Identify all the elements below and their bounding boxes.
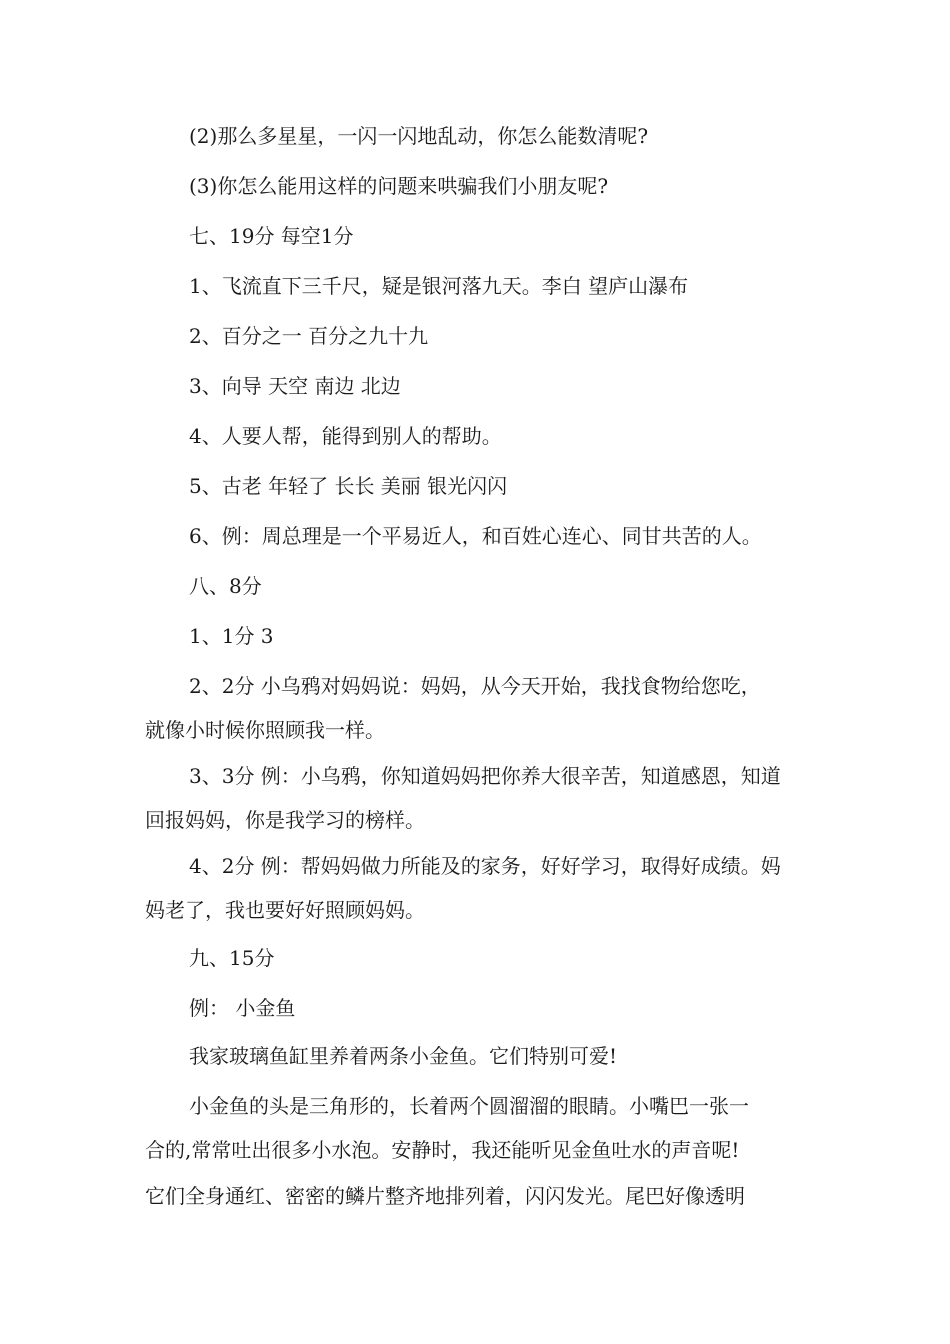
answer-line: (2)那么多星星，一闪一闪地乱动，你怎么能数清呢? (189, 124, 649, 148)
essay-title-line: 例： 小金鱼 (189, 996, 296, 1020)
essay-paragraph-line: 它们全身通红、密密的鳞片整齐地排列着，闪闪发光。尾巴好像透明 (145, 1184, 745, 1208)
answer-line-continuation: 妈老了，我也要好好照顾妈妈。 (145, 898, 425, 922)
section-heading: 七、19分 每空1分 (189, 224, 354, 248)
essay-paragraph-line: 小金鱼的头是三角形的，长着两个圆溜溜的眼睛。小嘴巴一张一 (189, 1094, 749, 1118)
answer-line: 2、2分 小乌鸦对妈妈说：妈妈，从今天开始，我找食物给您吃， (189, 674, 761, 698)
answer-line-continuation: 回报妈妈，你是我学习的榜样。 (145, 808, 425, 832)
answer-line-continuation: 就像小时候你照顾我一样。 (145, 718, 385, 742)
section-heading: 八、8分 (189, 574, 262, 598)
answer-line: 1、1分 3 (189, 624, 274, 648)
answer-line: 3、3分 例：小乌鸦，你知道妈妈把你养大很辛苦，知道感恩，知道 (189, 764, 781, 788)
answer-line: 1、飞流直下三千尺，疑是银河落九天。李白 望庐山瀑布 (189, 274, 689, 298)
answer-line: 5、古老 年轻了 长长 美丽 银光闪闪 (189, 474, 508, 498)
essay-paragraph-line: 合的,常常吐出很多小水泡。安静时，我还能听见金鱼吐水的声音呢! (145, 1138, 740, 1162)
answer-line: 4、2分 例：帮妈妈做力所能及的家务，好好学习，取得好成绩。妈 (189, 854, 781, 878)
answer-line: (3)你怎么能用这样的问题来哄骗我们小朋友呢? (189, 174, 609, 198)
answer-line: 3、向导 天空 南边 北边 (189, 374, 401, 398)
section-heading: 九、15分 (189, 946, 275, 970)
answer-line: 2、百分之一 百分之九十九 (189, 324, 429, 348)
answer-line: 6、例：周总理是一个平易近人，和百姓心连心、同甘共苦的人。 (189, 524, 762, 548)
answer-line: 4、人要人帮，能得到别人的帮助。 (189, 424, 502, 448)
essay-paragraph-line: 我家玻璃鱼缸里养着两条小金鱼。它们特别可爱! (189, 1044, 618, 1068)
